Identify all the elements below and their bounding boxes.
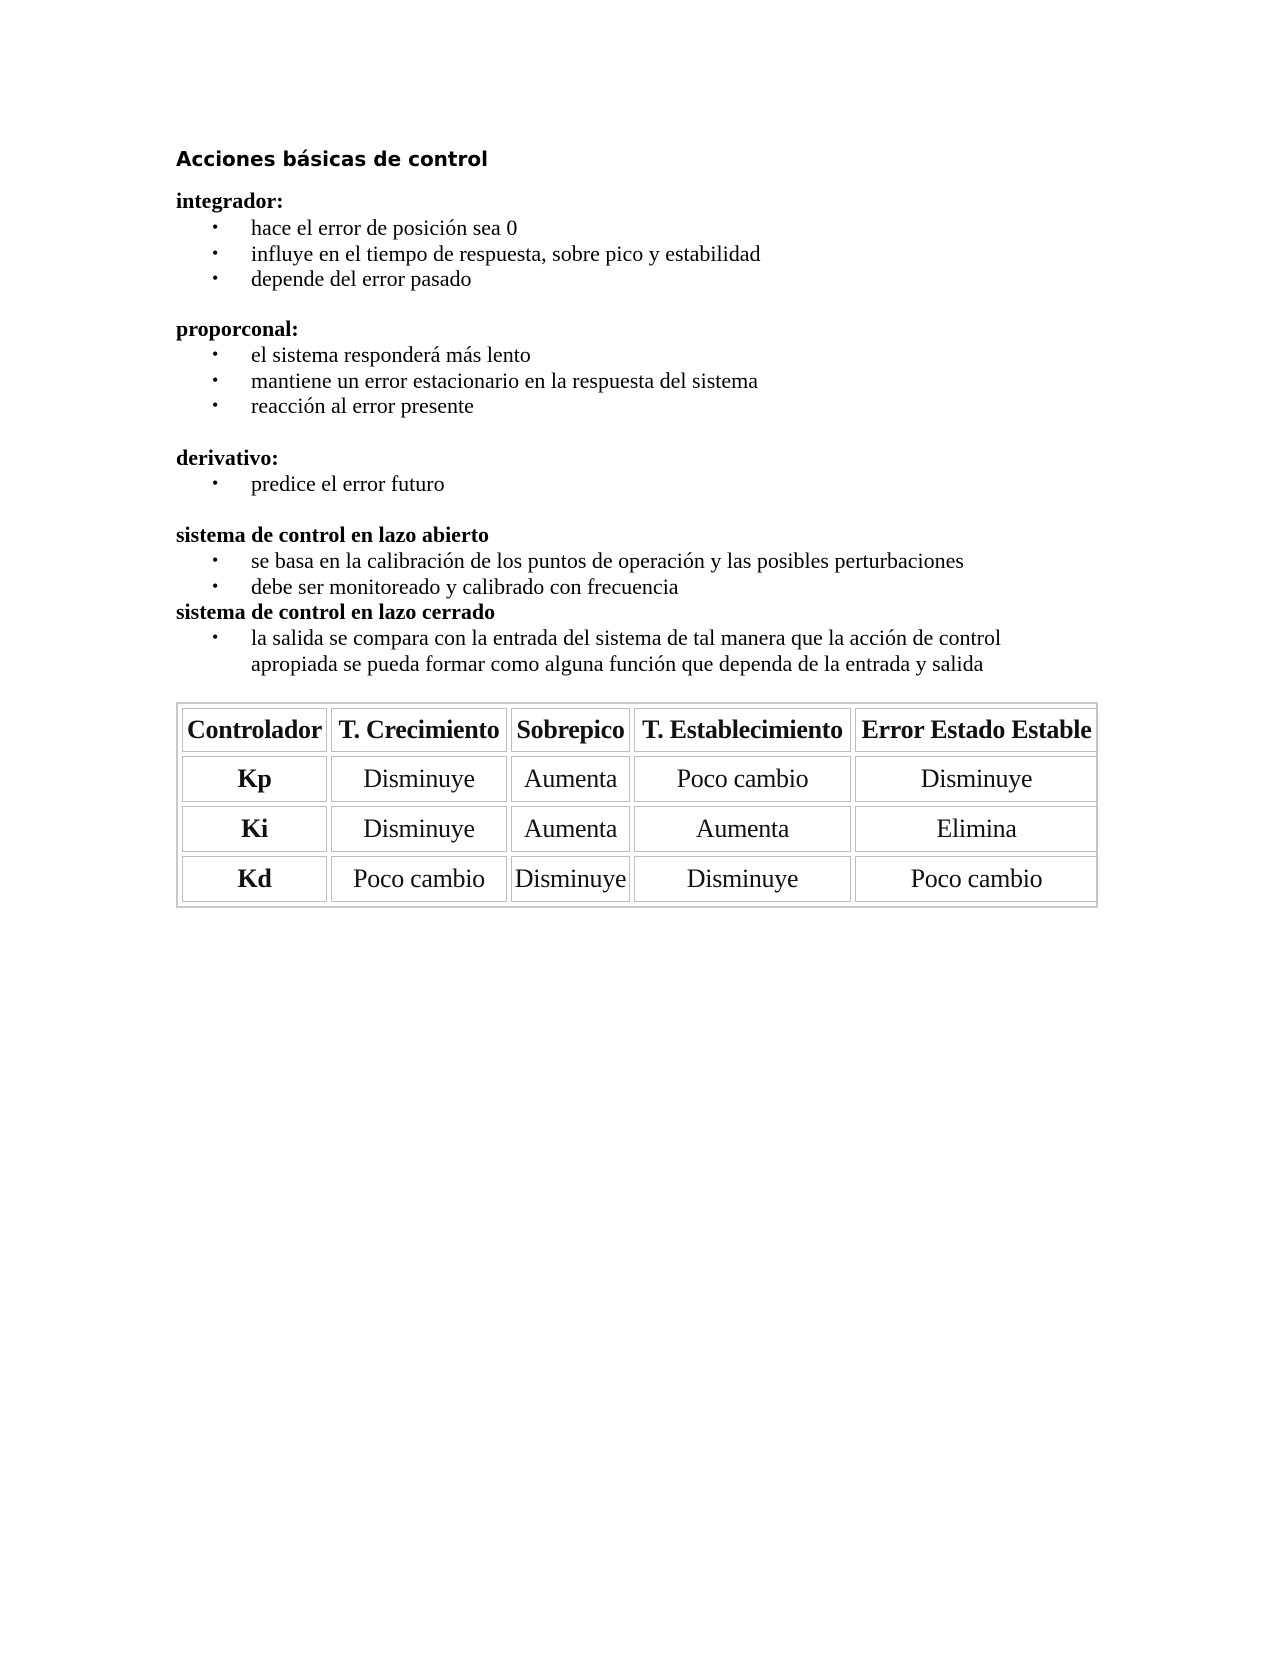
table-cell: Disminuye bbox=[331, 756, 507, 802]
bullet-icon: • bbox=[212, 627, 219, 647]
table-cell: Aumenta bbox=[634, 806, 851, 852]
header-error-estado-estable: Error Estado Estable bbox=[855, 708, 1098, 752]
bullet-icon: • bbox=[212, 575, 219, 596]
section-heading-integrador: integrador: bbox=[176, 188, 284, 213]
list-item: • hace el error de posición sea 0 bbox=[212, 215, 518, 240]
list-lazo-abierto bbox=[176, 548, 1076, 599]
header-t-establecimiento: T. Establecimiento bbox=[634, 708, 851, 752]
pid-effects-table bbox=[178, 704, 1102, 906]
table-cell: Aumenta bbox=[511, 806, 630, 852]
bullet-icon: • bbox=[212, 344, 219, 364]
header-sobrepico: Sobrepico bbox=[511, 708, 630, 752]
list-item: • se basa en la calibración de los puntos de operación y las posibles perturbaciones bbox=[212, 548, 964, 573]
row-label-kp: Kp bbox=[182, 756, 327, 802]
table-row bbox=[182, 756, 1098, 802]
list-item: • depende del error pasado bbox=[212, 266, 472, 291]
list-item: • debe ser monitoreado y calibrado con frecuencia bbox=[212, 573, 679, 599]
bullet-icon: • bbox=[212, 473, 219, 493]
table-cell: Poco cambio bbox=[331, 856, 507, 902]
bullet-icon: • bbox=[212, 369, 219, 390]
table-cell: Poco cambio bbox=[855, 856, 1098, 902]
list-item: • mantiene un error estacionario en la respuesta del sistema bbox=[212, 367, 759, 393]
bullet-icon: • bbox=[212, 395, 219, 415]
table-cell: Poco cambio bbox=[634, 756, 851, 802]
bullet-icon: • bbox=[212, 242, 219, 263]
row-label-kd: Kd bbox=[182, 856, 327, 902]
table-cell: Elimina bbox=[855, 806, 1098, 852]
header-t-crecimiento: T. Crecimiento bbox=[331, 708, 507, 752]
table-row bbox=[182, 806, 1098, 852]
table-cell: Disminuye bbox=[634, 856, 851, 902]
section-heading-lazo-abierto: sistema de control en lazo abierto bbox=[176, 522, 490, 547]
table-cell: Disminuye bbox=[855, 756, 1098, 802]
bullet-icon: • bbox=[212, 550, 219, 570]
table-cell: Disminuye bbox=[511, 856, 630, 902]
bullet-icon: • bbox=[212, 268, 219, 288]
table-cell: Disminuye bbox=[331, 806, 507, 852]
table-cell: Aumenta bbox=[511, 756, 630, 802]
table-row bbox=[182, 856, 1098, 902]
section-heading-proporcional: proporconal: bbox=[176, 316, 299, 341]
pid-effects-table-frame bbox=[176, 702, 1098, 908]
section-heading-derivativo: derivativo: bbox=[176, 445, 279, 470]
list-item: • reacción al error presente bbox=[212, 393, 474, 418]
section-heading-lazo-cerrado: sistema de control en lazo cerrado bbox=[176, 599, 496, 624]
header-controlador: Controlador bbox=[182, 708, 327, 752]
row-label-ki: Ki bbox=[182, 806, 327, 852]
list-item: • influye en el tiempo de respuesta, sobre pico y estabilidad bbox=[212, 240, 761, 266]
list-proporcional bbox=[176, 342, 1076, 419]
list-integrador bbox=[176, 215, 1076, 292]
page-title: Acciones básicas de control bbox=[176, 147, 488, 171]
bullet-icon: • bbox=[212, 217, 219, 237]
list-item: • la salida se compara con la entrada del sistema de tal manera que la acción de control apropiada se pueda formar como alguna función que dependa de la entrada y salida bbox=[212, 625, 1002, 676]
list-item: • el sistema responderá más lento bbox=[212, 342, 531, 367]
list-item: • predice el error futuro bbox=[212, 471, 445, 496]
list-derivativo bbox=[176, 471, 1076, 497]
list-lazo-cerrado bbox=[176, 625, 1056, 676]
table-header-row bbox=[182, 708, 1098, 752]
